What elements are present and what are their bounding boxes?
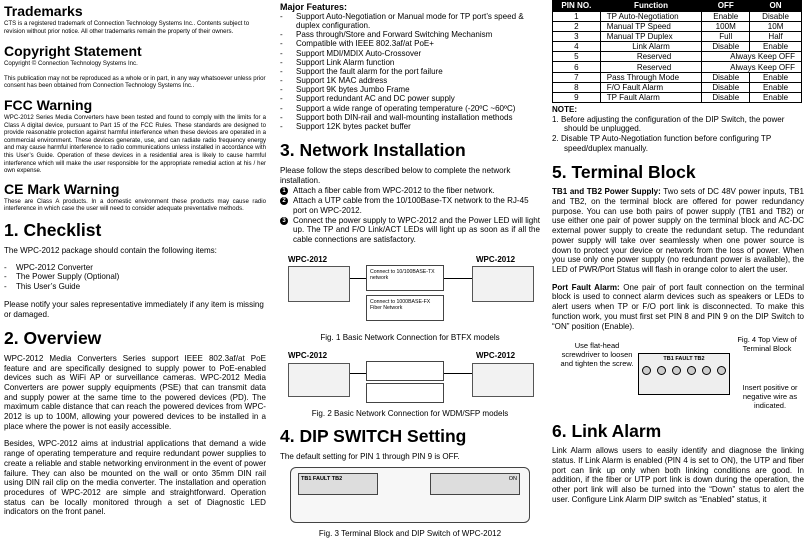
on-cell: 10M	[750, 22, 802, 32]
fig2-right-device	[472, 363, 534, 397]
step-number: 1	[280, 187, 288, 195]
step-text: Connect the power supply to WPC-2012 and the Power LED will light up. The TP and F/O Link/ACT LEDs will light up as soon as if all the cable connections are satisfactory.	[293, 215, 540, 244]
table-row	[553, 82, 802, 92]
fig1-right-label: WPC-2012	[476, 254, 516, 264]
figure-4	[552, 335, 804, 419]
fig2-caption: Fig. 2 Basic Network Connection for WDM/SFP models	[311, 408, 509, 418]
step-text: Attach a UTP cable from the 10/100Base-TX network to the RJ-45 port on WPC-2012.	[293, 196, 529, 215]
on-cell: Enable	[750, 82, 802, 92]
trademarks-text: CTS is a registered trademark of Connection Technology Systems Inc.. Contents subject to revision without prior notice. All other trademarks remain the property of their owners.	[4, 20, 250, 35]
list-item	[280, 216, 540, 245]
left-column	[4, 0, 266, 517]
off-cell: Full	[702, 32, 750, 42]
list-item: - Pass through/Store and Forward Switching Mechanism	[280, 30, 540, 39]
function-cell: Reserved	[600, 62, 702, 72]
pin-cell: 5	[553, 52, 601, 62]
on-cell: Enable	[750, 92, 802, 102]
fig3-terminal-block: TB1 FAULT TB2	[298, 473, 378, 495]
checklist-list	[4, 263, 266, 292]
fig1-line-right	[444, 278, 472, 279]
list-item: - Support 1K MAC address	[280, 76, 540, 85]
off-cell: Disable	[702, 72, 750, 82]
pin-cell: 9	[553, 92, 601, 102]
features-title: Major Features:	[280, 2, 348, 12]
on-cell: Enable	[750, 42, 802, 52]
pin-cell: 8	[553, 82, 601, 92]
fig2-center-box-2	[366, 383, 444, 403]
fig3-dip-switch: ON	[430, 473, 520, 495]
fig1-left-device	[288, 266, 350, 302]
function-cell: TP Fault Alarm	[600, 92, 702, 102]
fig2-line-right	[444, 373, 472, 374]
table-row	[553, 52, 802, 62]
terminal-p1	[552, 187, 804, 274]
list-item: - Support 12K bytes packet buffer	[280, 122, 540, 131]
fig2-center-box-1	[366, 361, 444, 381]
fig4-callout-2: Insert positive or negative wire as indicated.	[742, 383, 798, 411]
table-row	[553, 72, 802, 82]
features-list	[280, 12, 540, 131]
install-title: 3. Network Installation	[280, 140, 466, 161]
middle-column	[280, 0, 540, 539]
fig1-center-box-1: Connect to 10/100BASE-TX network	[366, 265, 444, 291]
pin-cell: 3	[553, 32, 601, 42]
fig1-caption: Fig. 1 Basic Network Connection for BTFX models	[320, 332, 500, 342]
overview-title: 2. Overview	[4, 327, 102, 348]
fig1-left-label: WPC-2012	[288, 254, 328, 264]
on-cell: Disable	[750, 12, 802, 22]
checklist-intro: The WPC-2012 package should contain the following items:	[4, 245, 217, 255]
pin-cell: 6	[553, 62, 601, 72]
dip-switch-table	[552, 0, 802, 103]
terminal-title: 5. Terminal Block	[552, 162, 696, 183]
figure-1	[280, 253, 540, 331]
function-cell: TP Auto-Negotiation	[600, 12, 702, 22]
step-number: 3	[280, 217, 288, 225]
fig2-line-left	[350, 373, 366, 374]
dip-table-body	[553, 12, 802, 103]
function-cell: Manual TP Duplex	[600, 32, 702, 42]
list-item: - Support redundant AC and DC power supply	[280, 94, 540, 103]
dip-title: 4. DIP SWITCH Setting	[280, 425, 467, 446]
screw-icon	[657, 366, 666, 375]
col-header: ON	[750, 1, 802, 12]
function-cell: Reserved	[600, 52, 702, 62]
figure-2	[280, 351, 540, 407]
checklist-note: Please notify your sales representative immediately if any item is missing or damaged.	[4, 300, 264, 320]
pin-cell: 4	[553, 42, 601, 52]
table-row	[553, 62, 802, 72]
list-item: - Support a wide range of operating temperature (-20ºC ~60ºC)	[280, 104, 540, 113]
list-item: - This User’s Guide	[4, 282, 266, 292]
list-item	[280, 196, 540, 215]
function-cell: F/O Fault Alarm	[600, 82, 702, 92]
fig4-screws	[639, 366, 729, 375]
col-header: Function	[600, 1, 702, 12]
fcc-title: FCC Warning	[4, 96, 93, 113]
terminal-p1-text: Two sets of DC 48V power inputs, TB1 and TB2, on the terminal block are offered for power redundancy purpose. You can use both pairs of power supply (TB1 and TB2) or use either one pair of power supply on the terminal block and AC-DC external power supply to create the redundant setup. The redundant power supply will take over seamlessly when one power source is down to protect your device or network from the loss of power. When you use only one power supply (no redundant power is available), the LED of PWR/Port Status will flash in orange color to alert the user.	[552, 187, 804, 274]
install-steps	[280, 186, 540, 244]
list-item: - Support both DIN-rail and wall-mounting installation methods	[280, 113, 540, 122]
off-cell: Disable	[702, 42, 750, 52]
dip-intro: The default setting for PIN 1 through PIN 9 is OFF.	[280, 451, 460, 461]
list-item: - Support Link Alarm function	[280, 58, 540, 67]
fig1-right-device	[472, 266, 534, 302]
pin-cell: 2	[553, 22, 601, 32]
off-cell: Disable	[702, 92, 750, 102]
note-2: 2. Disable TP Auto-Negotiation function before configuring TP speed/duplex manually.	[552, 133, 772, 153]
copyright-title: Copyright Statement	[4, 43, 142, 60]
terminal-p2-bold: Port Fault Alarm:	[552, 282, 620, 292]
fig2-right-label: WPC-2012	[476, 350, 516, 360]
screw-icon	[687, 366, 696, 375]
terminal-p2-text: One pair of port fault connection on the terminal block is used to connect alarm devices such as speakers or LEDs to alert users when TP or F/O port link is disconnected. To make this function work, you must first set PIN 8 and PIN 9 on the DIP Switch to “ON” position (Enable).	[552, 282, 804, 331]
copyright-text-2: This publication may not be reproduced as a whole or in part, in any way whatsoever unless prior consent has been obtained from Connection Technology Systems Inc..	[4, 74, 266, 90]
step-number: 2	[280, 197, 288, 205]
on-cell: Half	[750, 32, 802, 42]
list-item: - WPC-2012 Converter	[4, 263, 266, 273]
table-header-row	[553, 1, 802, 12]
copyright-text: Copyright © Connection Technology Systems Inc.	[4, 60, 138, 68]
table-row	[553, 22, 802, 32]
table-row	[553, 92, 802, 102]
setting-cell: Always Keep OFF	[702, 62, 802, 72]
screw-icon	[717, 366, 726, 375]
table-row	[553, 42, 802, 52]
pin-cell: 7	[553, 72, 601, 82]
install-intro: Please follow the steps described below to complete the network installation.	[280, 166, 511, 185]
list-item: - Support Auto-Negotiation or Manual mode for TP port’s speed & duplex configuration.	[280, 12, 540, 30]
list-item: - Compatible with IEEE 802.3af/at PoE+	[280, 39, 540, 48]
linkalarm-title: 6. Link Alarm	[552, 421, 662, 442]
checklist-title: 1. Checklist	[4, 219, 102, 240]
list-item	[280, 186, 540, 196]
table-row	[553, 12, 802, 22]
screw-icon	[672, 366, 681, 375]
off-cell: 100M	[702, 22, 750, 32]
ce-title: CE Mark Warning	[4, 180, 120, 197]
function-cell: Pass Through Mode	[600, 72, 702, 82]
list-item: - Support the fault alarm for the port failure	[280, 67, 540, 76]
screw-icon	[702, 366, 711, 375]
function-cell: Manual TP Speed	[600, 22, 702, 32]
fig2-left-device	[288, 363, 350, 397]
off-cell: Enable	[702, 12, 750, 22]
list-item: - The Power Supply (Optional)	[4, 272, 266, 282]
fig4-caption: Fig. 4 Top View of Terminal Block	[737, 335, 797, 354]
overview-p2: Besides, WPC-2012 aims at industrial applications that demand a wide range of operating temperature and require redundant power supplies to create a reliable and stable networking environment in the event of power failure. They can also be mounted on the wall or onto 35mm DIN rail using DIN rail clip on the media converter. The installation and operation procedures of WPC-2012 are simple and straightforward. Operation status can be locally monitored through a set of Diagnostic LED indicators on the front panel.	[4, 439, 266, 517]
fcc-text: WPC-2012 Series Media Converters have been tested and found to comply with the limits for a Class A digital device, pursuant to Part 15 of the FCC Rules. These standards are designed to provide reasonable protection against harmful interference when these devices are operated in a commercial environment. These devices generate, use, and can radiate radio frequency energy and may cause harmful interference to radio communications unless installed in accordance with this User’s Guide. Operation of these devices in a residential area is likely to cause harmful interference which will make the user responsible for the appropriate remedial action at his / her own expense.	[4, 113, 266, 175]
note-title: NOTE:	[552, 104, 578, 114]
on-cell: Enable	[750, 72, 802, 82]
right-column	[552, 0, 804, 504]
list-item: - Support MDI/MDIX Auto-Crossover	[280, 49, 540, 58]
function-cell: Link Alarm	[600, 42, 702, 52]
fig4-terminal-block	[638, 353, 730, 395]
setting-cell: Always Keep OFF	[702, 52, 802, 62]
ce-text: These are Class A products. In a domestic environment these products may cause radio interference in which case the user will need to consider adequate preventative methods.	[4, 197, 266, 213]
step-text: Attach a fiber cable from WPC-2012 to the fiber network.	[293, 186, 495, 196]
linkalarm-text: Link Alarm allows users to easily identify and diagnose the linking status. If Link Alarm is enabled (PIN 4 is set to ON), the UTP and fiber port can link up only when both linking conditions are good. In addition, if the fiber or UTP port link is down during the operation, the other port link will also be turned into the “Down” status to alert the user. Configure Link Alarm DIP switch as “Enabled” status, it	[552, 446, 804, 504]
overview-p1: WPC-2012 Media Converters Series support IEEE 802.3af/at PoE feature and are specifically designed to supply power to PoE-enabled devices such as WiFi AP or surveillance cameras. WPC-2012 Media Converters are power supply equipments (PSE) that can transmit data and supply power at the same time to the powered devices (PD). The maximum cable distance that can reach the powered devices from WPC-2012 is up to 100M, allowing your powered devices to be installed in a place where the power is not easily accessible.	[4, 353, 266, 431]
note-1: 1. Before adjusting the configuration of the DIP Switch, the power should be unplugged.	[552, 114, 785, 134]
fig4-terminal-label: TB1 FAULT TB2	[663, 356, 705, 363]
off-cell: Disable	[702, 82, 750, 92]
list-item: - Support 9K bytes Jumbo Frame	[280, 85, 540, 94]
screw-icon	[642, 366, 651, 375]
trademarks-title: Trademarks	[4, 3, 83, 19]
fig2-left-label: WPC-2012	[288, 350, 328, 360]
table-row	[553, 32, 802, 42]
pin-cell: 1	[553, 12, 601, 22]
figure-3	[280, 465, 540, 527]
fig1-center-box-2: Connect to 1000BASE-FX Fiber Network	[366, 295, 444, 321]
col-header: PIN NO.	[553, 1, 601, 12]
fig1-line-left	[350, 278, 366, 279]
terminal-p1-bold: TB1 and TB2 Power Supply:	[552, 187, 661, 197]
fig3-caption: Fig. 3 Terminal Block and DIP Switch of WPC-2012	[318, 529, 502, 539]
terminal-p2	[552, 283, 804, 332]
col-header: OFF	[702, 1, 750, 12]
fig4-callout-1: Use flat-head screwdriver to loosen and tighten the screw.	[560, 341, 634, 369]
